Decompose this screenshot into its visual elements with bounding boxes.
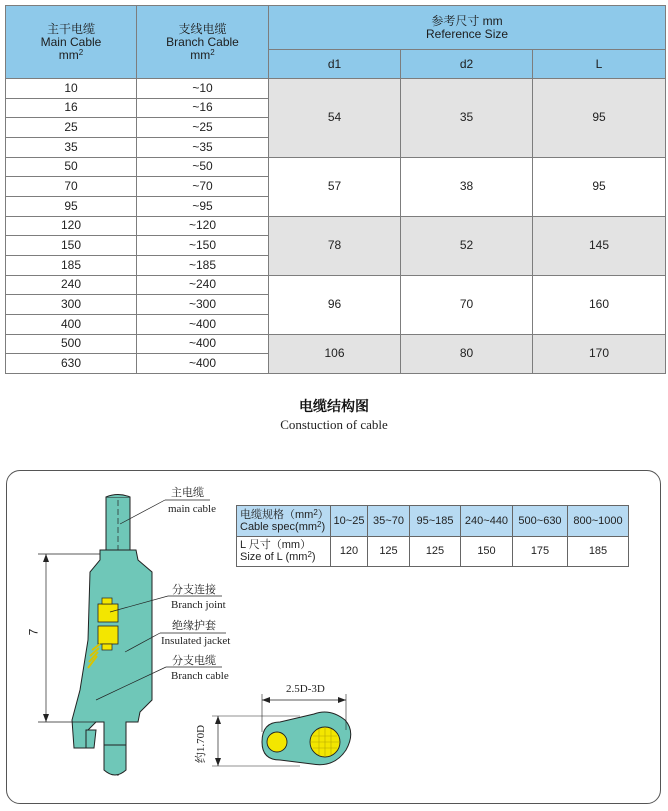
size-head-cn: L 尺寸（mm） xyxy=(240,539,312,552)
branch-cable-cell: ~150 xyxy=(137,236,269,256)
main-cable-cell: 25 xyxy=(6,118,137,138)
branch-cable-cell: ~300 xyxy=(137,295,269,315)
spec-head-en-sup: 2 xyxy=(317,519,322,529)
L-cell: 95 xyxy=(533,79,666,158)
width-dim-arrow-right xyxy=(338,697,346,703)
header-branch-cable-unit: mm xyxy=(190,47,211,62)
main-cable-cell: 240 xyxy=(6,275,137,295)
spec-cell: 240~440 xyxy=(461,506,513,537)
d1-cell: 78 xyxy=(269,216,401,275)
L-cell: 170 xyxy=(533,334,666,373)
branch-cable-cell: ~400 xyxy=(137,334,269,354)
main-cable-cell: 10 xyxy=(6,79,137,99)
spec-cell: 95~185 xyxy=(410,506,461,537)
spec-head-cn-end: ） xyxy=(317,508,329,521)
spec-cell: 800~1000 xyxy=(568,506,629,537)
spec-cell: 500~630 xyxy=(513,506,568,537)
header-main-cable-unit-sup: 2 xyxy=(78,47,84,57)
spec-cell: 35~70 xyxy=(368,506,410,537)
d2-cell: 38 xyxy=(401,157,533,216)
branch-cable-lower xyxy=(104,745,126,775)
main-cable-cell: 70 xyxy=(6,177,137,197)
header-branch-cable-unit-sup: 2 xyxy=(210,47,215,57)
branch-joint-upper xyxy=(98,604,118,622)
label-main-cable-cn: 主电缆 xyxy=(171,487,204,499)
spec-row-size-l-head xyxy=(237,536,331,567)
branch-cable-cell: ~400 xyxy=(137,314,269,334)
label-insulated-jacket-cn: 绝缘护套 xyxy=(172,620,216,632)
header-branch-cable-en: Branch Cable xyxy=(166,34,239,49)
caption-en: Constuction of cable xyxy=(280,417,388,432)
d2-cell: 35 xyxy=(401,79,533,158)
size-cell: 120 xyxy=(331,536,368,567)
cross-section-branch-core xyxy=(267,732,287,752)
branch-cable-cell: ~70 xyxy=(137,177,269,197)
main-cable-cell: 120 xyxy=(6,216,137,236)
header-main-cable-en: Main Cable xyxy=(40,34,102,49)
branch-joint-bolt-1 xyxy=(102,598,112,604)
label-insulated-jacket-en: Insulated jacket xyxy=(161,635,231,647)
main-cable-cell: 185 xyxy=(6,255,137,275)
size-head-en-end: ) xyxy=(311,551,316,564)
branch-cable-cell: ~25 xyxy=(137,118,269,138)
size-cell: 185 xyxy=(568,536,629,567)
caption-cn: 电缆结构图 xyxy=(299,398,369,414)
main-cable-cell: 35 xyxy=(6,137,137,157)
main-cable-cell: 95 xyxy=(6,196,137,216)
L-cell: 160 xyxy=(533,275,666,334)
size-head-en: Size of L (mm xyxy=(240,551,308,564)
branch-cable-cell: ~50 xyxy=(137,157,269,177)
branch-cable-cell: ~400 xyxy=(137,354,269,374)
branch-joint-bolt-2 xyxy=(102,644,112,650)
label-branch-cable-cn: 分支电缆 xyxy=(172,655,216,667)
d2-cell: 80 xyxy=(401,334,533,373)
main-cable-cell: 630 xyxy=(6,354,137,374)
spec-row-cable-spec xyxy=(237,506,629,537)
width-dim-arrow-left xyxy=(262,697,270,703)
branch-joint-lower xyxy=(98,626,118,644)
spec-head-cn: 电缆规格（mm xyxy=(240,508,314,521)
width-dimension-label: 2.5D-3D xyxy=(286,683,325,695)
label-main-cable-en: main cable xyxy=(168,503,216,515)
size-cell: 150 xyxy=(461,536,513,567)
label-branch-cable-en: Branch cable xyxy=(171,670,229,682)
cable-spec-table xyxy=(236,505,629,567)
header-reference-size-en: Reference Size xyxy=(425,26,509,41)
main-cable-cell: 400 xyxy=(6,314,137,334)
L-cell: 145 xyxy=(533,216,666,275)
header-d2: d2 xyxy=(401,50,533,79)
label-branch-joint-en: Branch joint xyxy=(171,599,226,611)
d1-cell: 57 xyxy=(269,157,401,216)
header-main-cable-cn: 主干电缆 xyxy=(46,21,95,36)
L-cell: 95 xyxy=(533,157,666,216)
branch-cable-cell: ~35 xyxy=(137,137,269,157)
branch-cable-cell: ~16 xyxy=(137,98,269,118)
header-main-cable-unit: mm xyxy=(58,47,79,62)
branch-cable-cell: ~240 xyxy=(137,275,269,295)
main-cable-cell: 150 xyxy=(6,236,137,256)
length-dim-arrow-bottom xyxy=(43,714,49,722)
height-dimension-label: 约1.70D xyxy=(195,724,208,764)
d2-cell: 70 xyxy=(401,275,533,334)
main-cable-cell: 300 xyxy=(6,295,137,315)
height-dim-arrow-top xyxy=(215,716,221,724)
main-cable-cell: 16 xyxy=(6,98,137,118)
spec-row-size-l xyxy=(237,536,629,567)
label-branch-joint-cn: 分支连接 xyxy=(172,584,216,596)
height-dim-arrow-bottom xyxy=(215,758,221,766)
main-cable-cell: 500 xyxy=(6,334,137,354)
header-d1: d1 xyxy=(269,50,401,79)
size-cell: 125 xyxy=(410,536,461,567)
spec-cell: 10~25 xyxy=(331,506,368,537)
size-cell: 175 xyxy=(513,536,568,567)
d1-cell: 96 xyxy=(269,275,401,334)
size-head-en-sup: 2 xyxy=(307,550,312,560)
main-cable-top-cap xyxy=(106,495,130,498)
size-cell: 125 xyxy=(368,536,410,567)
main-cable-cell: 50 xyxy=(6,157,137,177)
d1-cell: 54 xyxy=(269,79,401,158)
spec-row-cable-spec-head xyxy=(237,506,331,537)
d1-cell: 106 xyxy=(269,334,401,373)
spec-head-en: Cable spec(mm xyxy=(240,520,318,533)
cross-section xyxy=(212,694,351,766)
branch-cable-cell: ~10 xyxy=(137,79,269,99)
length-dim-arrow-top xyxy=(43,554,49,562)
spec-head-cn-sup: 2 xyxy=(313,507,318,517)
d2-cell: 52 xyxy=(401,216,533,275)
header-reference-size-cn: 参考尺寸 mm xyxy=(431,13,503,28)
branch-cable-cell: ~120 xyxy=(137,216,269,236)
length-dimension-label: 7 xyxy=(26,628,41,636)
branch-cable-tail xyxy=(86,730,96,748)
branch-cable-cell: ~185 xyxy=(137,255,269,275)
spec-head-en-end: ) xyxy=(321,520,326,533)
header-L: L xyxy=(533,50,666,79)
header-branch-cable-cn: 支线电缆 xyxy=(178,21,227,36)
branch-cable-cell: ~95 xyxy=(137,196,269,216)
